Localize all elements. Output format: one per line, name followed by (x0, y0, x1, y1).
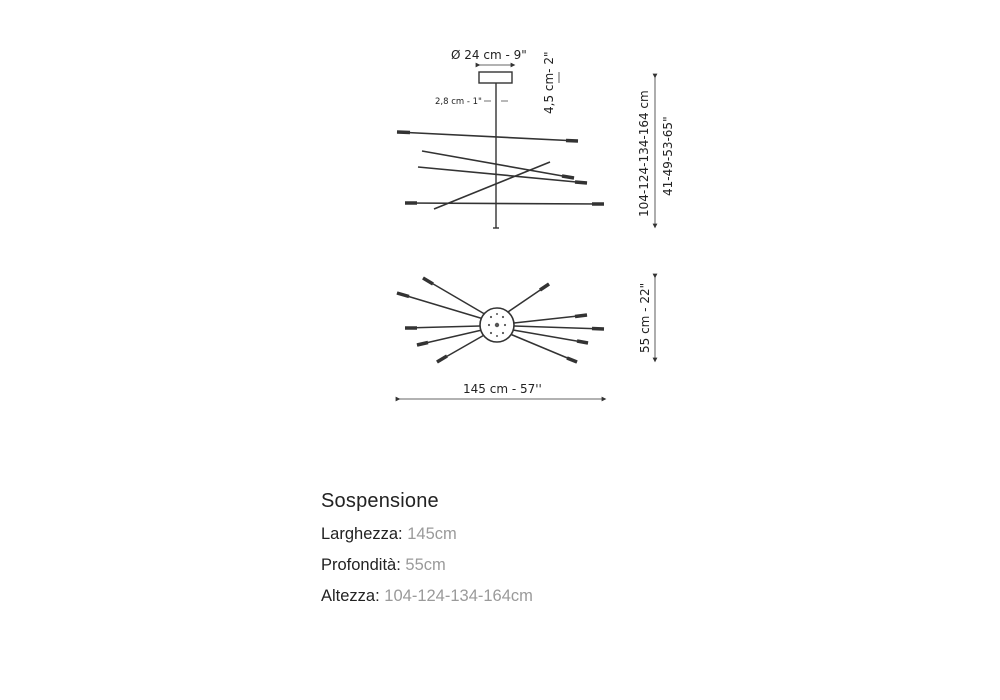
spec-value: 55cm (405, 556, 446, 574)
spec-row-width (321, 525, 533, 544)
spec-label: Larghezza: (321, 525, 403, 543)
spec-value: 104-124-134-164cm (384, 587, 533, 605)
spec-row-depth (321, 556, 533, 575)
spec-row-height (321, 587, 533, 606)
canopy (479, 72, 512, 83)
arms-side (397, 132, 604, 209)
specs-title: Sospensione (321, 490, 439, 512)
width-label: 145 cm - 57'' (463, 382, 542, 396)
top-view (397, 278, 604, 362)
stem-diameter-label: 2,8 cm - 1" (435, 97, 482, 107)
height-cm-label: 104-124-134-164 cm (637, 90, 651, 217)
canopy-diameter-label: Ø 24 cm - 9" (451, 48, 527, 62)
depth-label: 55 cm - 22" (638, 282, 652, 353)
spec-label: Altezza: (321, 587, 380, 605)
spec-label: Profondità: (321, 556, 401, 574)
side-view (397, 72, 604, 228)
height-in-label: 41-49-53-65" (661, 116, 675, 196)
canopy-height-label: 4,5 cm- 2" (542, 51, 556, 114)
specs-panel (321, 490, 533, 618)
spec-value: 145cm (407, 525, 457, 543)
